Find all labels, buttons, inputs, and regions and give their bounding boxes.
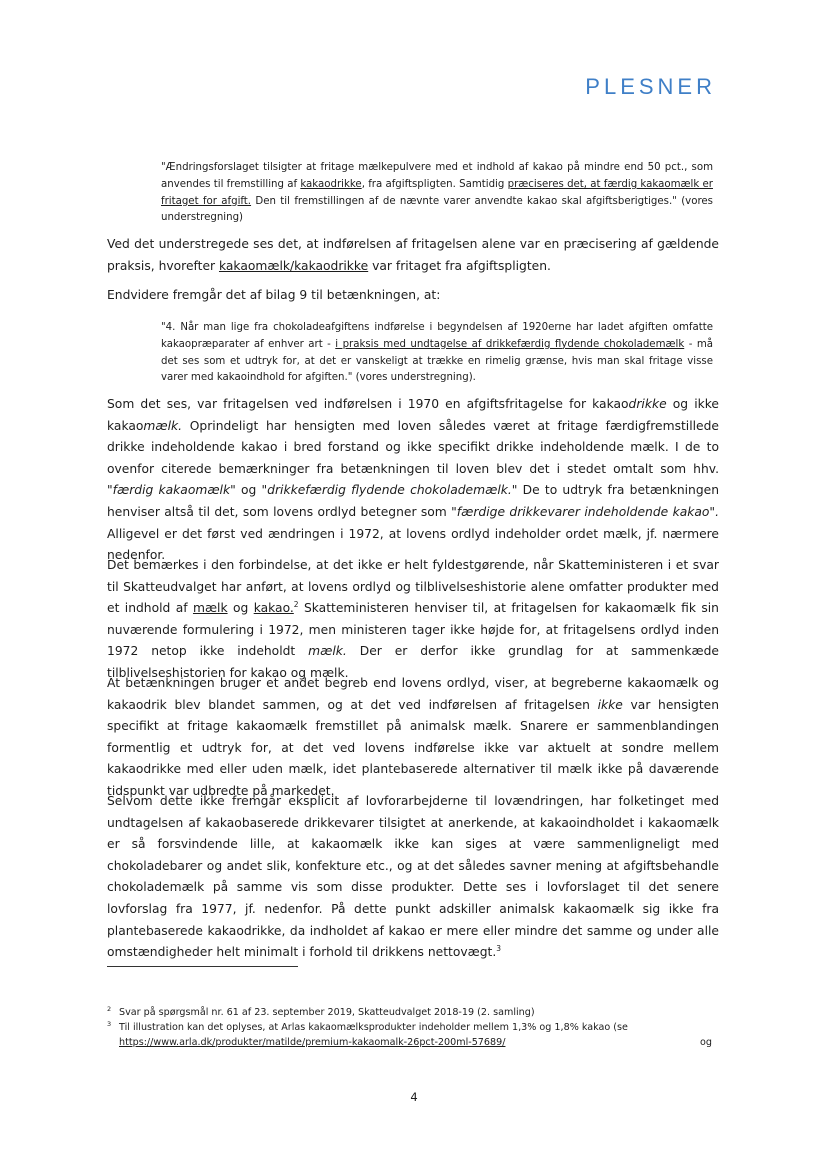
para1-text-a: Ved det understregede ses det, at indførelsen af fritagelsen alene var en præcisering af gældende praksis, hvorefter	[107, 237, 719, 273]
footnote-ref-3[interactable]: 3	[496, 944, 502, 954]
para4-text-e: Skatteministeren henviser til, at fritagelsen for kakaomælk fik sin nuværende formulering i 1972, men ministeren tager ikke højde for, at fritagelsens ordlyd inden 1972 netop ikke indeholdt	[107, 601, 719, 659]
quote2-text-c: - må det ses som et udtryk for, at det er vanskeligt at trække en rimelig grænse, hvis man skal fritage visse varer med kakaoindhold for afgiften." (vores understregning).	[161, 338, 713, 384]
para3-text-c: og ikke kakao	[107, 397, 719, 433]
page-number: 4	[410, 1090, 418, 1104]
para4-underline-b: mælk	[192, 601, 228, 616]
para5-italic-b: ikke	[597, 697, 623, 712]
quote-block-2	[161, 320, 713, 387]
arla-product-link[interactable]: https://www.arla.dk/produkter/matilde/premium-kakaomalk-26pct-200ml-57689/	[119, 1037, 506, 1048]
quote1-underline-d: præciseres det, at færdig kakaomælk er fritaget for afgift.	[161, 178, 713, 207]
footnote-separator	[107, 966, 298, 967]
quote2-underline-b: i praksis med undtagelse af drikkefærdig flydende chokolademælk	[335, 338, 685, 350]
para5-text-c: var hensigten specifikt at fritage kakaomælk fremstillet på animalsk mælk. Snarere er sammenblandingen formentlig et udtryk for, at det ved lovens indførelse ikke var aktuelt at sondre mellem kakaodrikke med eller uden mælk, idet plantebaserede alternativer til mælk ikke på daværende tidspunkt var udbredte på markedet.	[107, 697, 720, 798]
footnote-3-line-2	[107, 1036, 712, 1050]
para4-text-g: Der er derfor ikke grundlag for at sammenkæde tilblivelseshistorien for kakao og mælk.	[107, 644, 719, 680]
para4-text-a: Det bemærkes i den forbindelse, at det ikke er helt fyldestgørende, når Skatteministeren i et svar til Skatteudvalget har anført, at lovens ordlyd og tilblivelseshistorie alene omfatter produkter med et indhold af	[107, 558, 719, 616]
quote1-underline-b: kakaodrikke	[300, 178, 362, 190]
para3-text-k: Alligevel er det først ved ændringen i 1972, at lovens ordlyd indeholder ordet mælk, jf. nærmere nedenfor.	[107, 526, 719, 563]
quote1-text-a: "Ændringsforslaget tilsigter at fritage mælkepulvere med et indhold af kakao på mindre end 50 pct., som anvendes til fremstilling af	[161, 162, 713, 190]
para1-text-c: var fritaget fra afgiftspligten.	[368, 258, 551, 273]
para6-text: Selvom dette ikke fremgår eksplicit af lovforarbejderne til lovændringen, har folketinget med undtagelsen af kakaobaserede drikkevarer tilsigtet at anerkende, at kakaoindholdet i kakaomælk er så forsvindende lille, at kakaomælk ikke kan siges at være sammenligneligt med chokoladebarer og andet slik, konfekture etc., og at det således savner mening at afgiftsbehandle chokolademælk på samme vis som disse produkter. Dette ses i lovforslaget til det senere lovforslag fra 1977, jf. nedenfor. På dette punkt adskiller animalsk kakaomælk sig ikke fra plantebaserede kakaodrikke, da indholdet af kakao er mere eller mindre det samme og under alle omstændigheder helt minimalt i forhold til drikkens nettovægt.	[107, 794, 719, 960]
para3-text-a: Som det ses, var fritagelsen ved indførelsen i 1970 en afgiftsfritagelse for kakao	[107, 397, 629, 411]
paragraph-3	[107, 394, 719, 567]
para5-text-a: At betænkningen bruger et andet begreb end lovens ordlyd, viser, at begreberne kakaomælk og kakaodrik blev blandet sammen, og at det ved indførelsen af fritagelsen	[107, 676, 719, 712]
footnote-ref-2[interactable]: 2	[293, 600, 299, 610]
paragraph-4	[107, 555, 719, 685]
paragraph-6	[107, 791, 719, 964]
quote1-text-c: , fra afgiftspligten. Samtidig	[361, 178, 508, 190]
para4-text-c: og	[227, 601, 254, 616]
para3-text-g: og	[235, 483, 262, 498]
plesner-logo: PLESNER	[585, 74, 716, 99]
footnote-3-tail: og	[700, 1037, 712, 1048]
footnote-3-text: Til illustration kan det oplyses, at Arlas kakaomælksprodukter indeholder mellem 1,3% og 1,8% kakao (se	[119, 1022, 628, 1033]
para4-underline-d: kakao.	[253, 601, 294, 616]
paragraph-1	[107, 234, 719, 277]
para3-italic-f: "færdig kakaomælk"	[107, 483, 236, 498]
footnote-3: $^3$ Til illustration kan det oplyses, at Arlas kakaomælksprodukter indeholder mellem 1,3% og 1,8% kakao (se	[107, 1019, 628, 1033]
paragraph-2: Endvidere fremgår det af bilag 9 til betænkningen, at:	[107, 288, 441, 302]
quote1-text-e: Den til fremstillingen af de nævnte varer anvendte kakao skal afgiftsberigtiges." (vores understregning)	[161, 195, 713, 224]
para1-underline-b: kakaomælk/kakaodrikke	[218, 258, 369, 273]
paragraph-5	[107, 673, 719, 803]
para3-italic-b: drikke	[628, 397, 667, 411]
para3-italic-h: "drikkefærdig flydende chokolademælk."	[261, 483, 518, 498]
para3-text-i: De to udtryk fra betænkningen henviser altså til det, som lovens ordlyd betegner som	[107, 483, 719, 519]
quote-block-1	[161, 160, 713, 227]
footnote-2-text: Svar på spørgsmål nr. 61 af 23. september 2019, Skatteudvalget 2018-19 (2. samling)	[119, 1007, 535, 1018]
quote2-text-a: "4. Når man lige fra chokoladeafgiftens indførelse i begyndelsen af 1920erne har ladet afgiften omfatte kakaopræparater af enhver art -	[161, 322, 713, 350]
footnote-2: $^2$ Svar på spørgsmål nr. 61 af 23. september 2019, Skatteudvalget 2018-19 (2. samling)	[107, 1004, 535, 1018]
para3-italic-j: "færdige drikkevarer indeholdende kakao".	[451, 504, 719, 519]
para3-text-e: Oprindeligt har hensigten med loven således været at fritage færdigfremstillede drikke indeholdende kakao i bred forstand og ikke specifikt drikke indeholdende mælk. I de to ovenfor citerede bemærkninger fra betænkningen til loven blev det i stedet omtalt som hhv.	[107, 418, 719, 476]
para4-italic-f: mælk.	[308, 644, 347, 659]
para3-italic-d: mælk.	[143, 418, 183, 433]
